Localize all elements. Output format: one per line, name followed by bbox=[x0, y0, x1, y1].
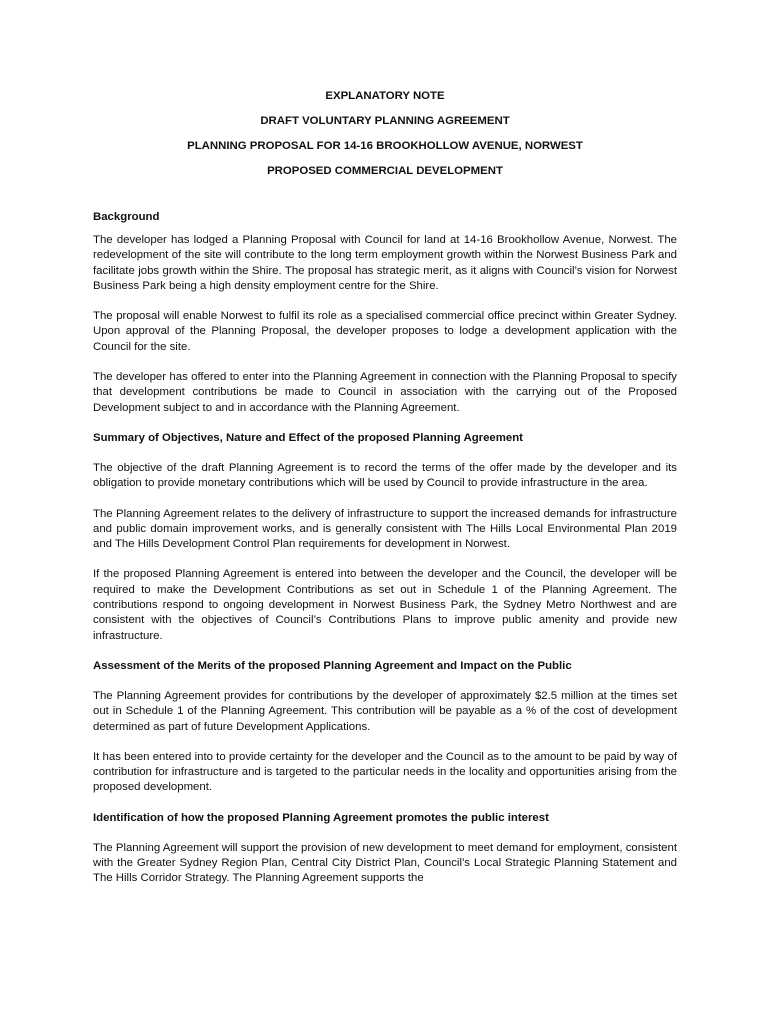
title-planning-proposal: PLANNING PROPOSAL FOR 14-16 BROOKHOLLOW AVENUE, NORWEST bbox=[187, 140, 583, 152]
background-paragraph-2: The proposal will enable Norwest to fulfil its role as a specialised commercial office precinct within Greater Sydney. Upon approval of the Planning Proposal, the developer proposes to lodge a development application with the Council for the site. bbox=[93, 310, 677, 353]
document-title-block bbox=[93, 86, 677, 186]
title-proposed-development: PROPOSED COMMERCIAL DEVELOPMENT bbox=[267, 165, 503, 177]
summary-paragraph-2: The Planning Agreement relates to the delivery of infrastructure to support the increased demands for infrastructure and public domain improvement works, and is generally consistent with The Hills Local Environmental Plan 2019 and The Hills Development Control Plan requirements for development in Norwest. bbox=[93, 507, 677, 551]
assessment-paragraph-2: It has been entered into to provide certainty for the developer and the Council as to the amount to be paid by way of contribution for infrastructure and is targeted to the particular needs in the locality and opportunities arising from the proposed development. bbox=[93, 750, 677, 794]
identification-paragraph-1: The Planning Agreement will support the provision of new development to meet demand for employment, consistent with the Greater Sydney Region Plan, Central City District Plan, Council’s Local Strategic Planning Statement and The Hills Corridor Strategy. The Planning Agreement supports the bbox=[93, 841, 677, 885]
assessment-paragraph-1: The Planning Agreement provides for contributions by the developer of approximately $2.5 million at the times set out in Schedule 1 of the Planning Agreement. This contribution will be payable as a % of the cost of development determined as part of future Development Applications. bbox=[93, 689, 677, 733]
heading-summary: Summary of Objectives, Nature and Effect of the proposed Planning Agreement bbox=[93, 431, 523, 444]
heading-background: Background bbox=[93, 211, 160, 223]
summary-paragraph-3: If the proposed Planning Agreement is entered into between the developer and the Council, the developer will be required to make the Development Contributions as set out in Schedule 1 of the Planning Agreement. The contributions respond to ongoing development in Norwest Business Park, the Sydney Metro Northwest and are consistent with the objectives of Council’s Contributions Plans to improve public amenity and provide new infrastructure. bbox=[93, 568, 677, 642]
background-paragraph-1: The developer has lodged a Planning Proposal with Council for land at 14-16 Brookhollow Avenue, Norwest. The redevelopment of the site will contribute to the long term employment growth within the Norwest Business Park and facilitate jobs growth within the Shire. The proposal has strategic merit, as it aligns with Council’s vision for Norwest Business Park being a high density employment centre for the Shire. bbox=[93, 234, 677, 292]
title-draft-agreement: DRAFT VOLUNTARY PLANNING AGREEMENT bbox=[260, 115, 510, 127]
heading-identification: Identification of how the proposed Planning Agreement promotes the public interest bbox=[93, 811, 549, 824]
background-paragraph-3: The developer has offered to enter into the Planning Agreement in connection with the Planning Proposal to specify that development contributions be made to Council in association with the carrying out of the Proposed Development subject to and in accordance with the Planning Agreement. bbox=[93, 371, 677, 414]
title-explanatory-note: EXPLANATORY NOTE bbox=[325, 90, 445, 102]
summary-paragraph-1: The objective of the draft Planning Agreement is to record the terms of the offer made by the developer and its obligation to provide monetary contributions which will be used by Council to provide infrastructure in the area. bbox=[93, 461, 677, 490]
heading-assessment: Assessment of the Merits of the proposed Planning Agreement and Impact on the Public bbox=[93, 659, 572, 672]
